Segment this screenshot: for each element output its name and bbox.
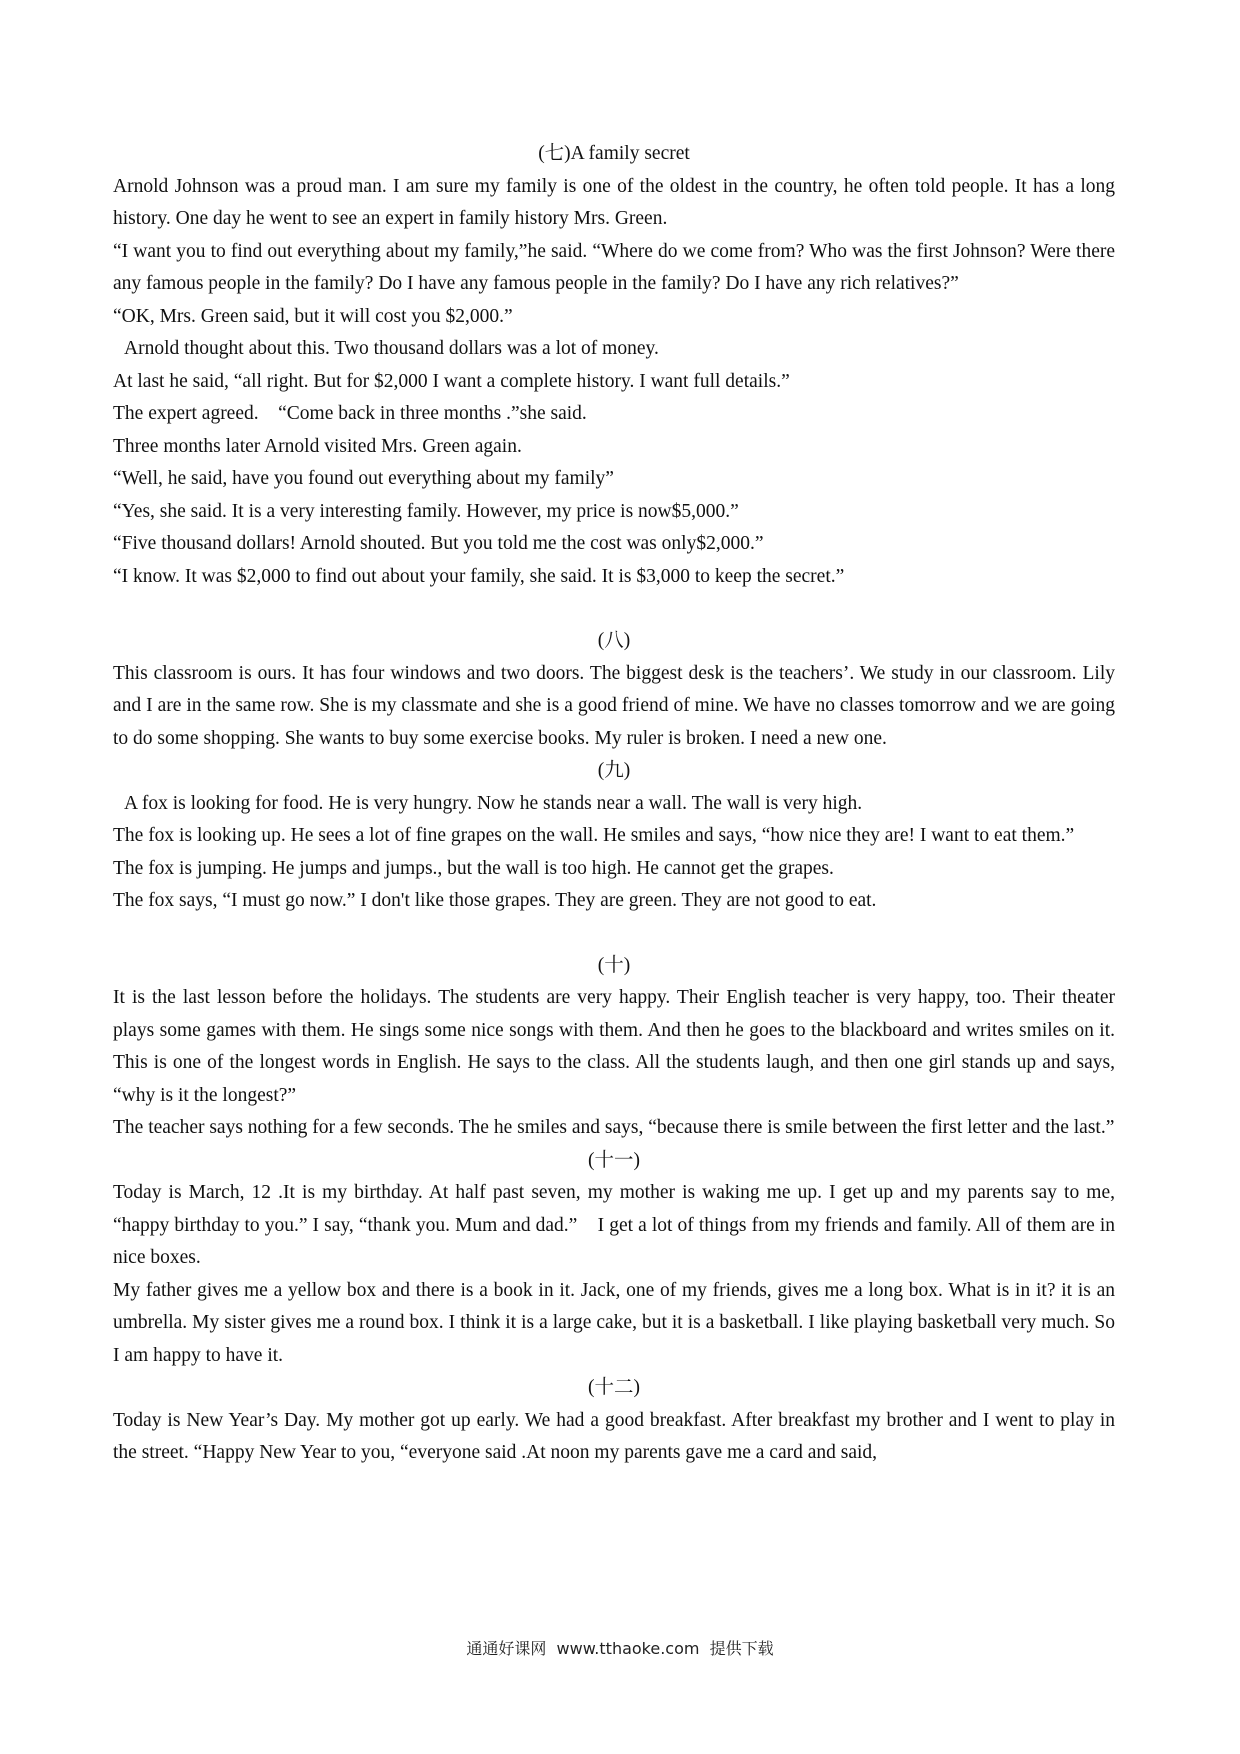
paragraph: The expert agreed. “Come back in three months .”she said.: [113, 403, 587, 424]
paragraph: Today is New Year’s Day. My mother got up early. We had a good breakfast. After breakfast my brother and I went to play in the street. “Happy New Year to you, “everyone said .At noon my parents gave me a card and said,: [113, 1409, 1115, 1463]
paragraph: “OK, Mrs. Green said, but it will cost you $2,000.”: [113, 305, 513, 327]
section-title: (十二): [588, 1377, 640, 1398]
section-birthday: [113, 1145, 1120, 1373]
section-title: (七)A family secret: [538, 143, 690, 164]
paragraph: The fox is looking up. He sees a lot of fine grapes on the wall. He smiles and says, “how nice they are! I want to eat them.”: [113, 825, 1075, 846]
section-new-year: [113, 1372, 1115, 1470]
section-family-secret: [113, 138, 1115, 593]
paragraph: This classroom is ours. It has four windows and two doors. The biggest desk is the teachers’. We study in our classroom. Lily and I are in the same row. She is my classmate and she is a good friend of mine. We have no classes tomorrow and we are going to do some shopping. She wants to buy some exercise books. My ruler is broken. I need a new one.: [113, 662, 1115, 749]
paragraph: Today is March, 12 .It is my birthday. At half past seven, my mother is waking me up. I get up and my parents say to me, “happy birthday to you.” I say, “thank you. Mum and dad.” I get a lot of things from my friends and family. All of them are in nice boxes.: [113, 1182, 1120, 1268]
page-footer: 通通好课网 www.tthaoke.com 提供下载: [466, 1639, 774, 1658]
section-classroom: [113, 625, 1115, 755]
section-title: (九): [597, 760, 631, 781]
paragraph: A fox is looking for food. He is very hungry. Now he stands near a wall. The wall is very high.: [124, 792, 863, 814]
paragraph: The fox says, “I must go now.” I don't like those grapes. They are green. They are not good to eat.: [113, 890, 877, 911]
paragraph: The teacher says nothing for a few seconds. The he smiles and says, “because there is smile between the first letter and the last.”: [113, 1117, 1115, 1138]
paragraph: “I want you to find out everything about my family,”he said. “Where do we come from? Who was the first Johnson? Were there any famous people in the family? Do I have any famous people in the family? Do I have any rich relatives?”: [113, 240, 1115, 294]
paragraph: Arnold thought about this. Two thousand dollars was a lot of money.: [124, 338, 659, 359]
paragraph: My father gives me a yellow box and there is a book in it. Jack, one of my friends, gives me a long box. What is in it? it is an umbrella. My sister gives me a round box. I think it is a large cake, but it is a basketball. I like playing basketball very much. So I am happy to have it.: [113, 1279, 1115, 1366]
paragraph: Three months later Arnold visited Mrs. Green again.: [113, 435, 522, 457]
document-body: [113, 138, 1120, 1470]
section-last-lesson: [113, 950, 1115, 1145]
section-title: (八): [597, 630, 631, 651]
paragraph: “Yes, she said. It is a very interesting family. However, my price is now$5,000.”: [113, 500, 739, 522]
paragraph: “I know. It was $2,000 to find out about your family, she said. It is $3,000 to keep the secret.”: [113, 565, 845, 587]
section-fox: [113, 755, 1115, 918]
section-title: (十一): [588, 1149, 640, 1171]
paragraph: At last he said, “all right. But for $2,000 I want a complete history. I want full details.”: [113, 370, 790, 392]
paragraph: Arnold Johnson was a proud man. I am sure my family is one of the oldest in the country, he often told people. It has a long history. One day he went to see an expert in family history Mrs. Green.: [113, 175, 1115, 229]
paragraph: “Well, he said, have you found out everything about my family”: [113, 468, 614, 489]
paragraph: “Five thousand dollars! Arnold shouted. But you told me the cost was only$2,000.”: [113, 533, 764, 554]
section-title: (十): [597, 954, 631, 976]
paragraph: The fox is jumping. He jumps and jumps., but the wall is too high. He cannot get the grapes.: [113, 857, 834, 879]
paragraph: It is the last lesson before the holidays. The students are very happy. Their English teacher is very happy, too. Their theater plays some games with them. He sings some nice songs with them. And then he goes to the blackboard and writes smiles on it. This is one of the longest words in English. He says to the class. All the students laugh, and then one girl stands up and says, “why is it the longest?”: [113, 987, 1115, 1106]
